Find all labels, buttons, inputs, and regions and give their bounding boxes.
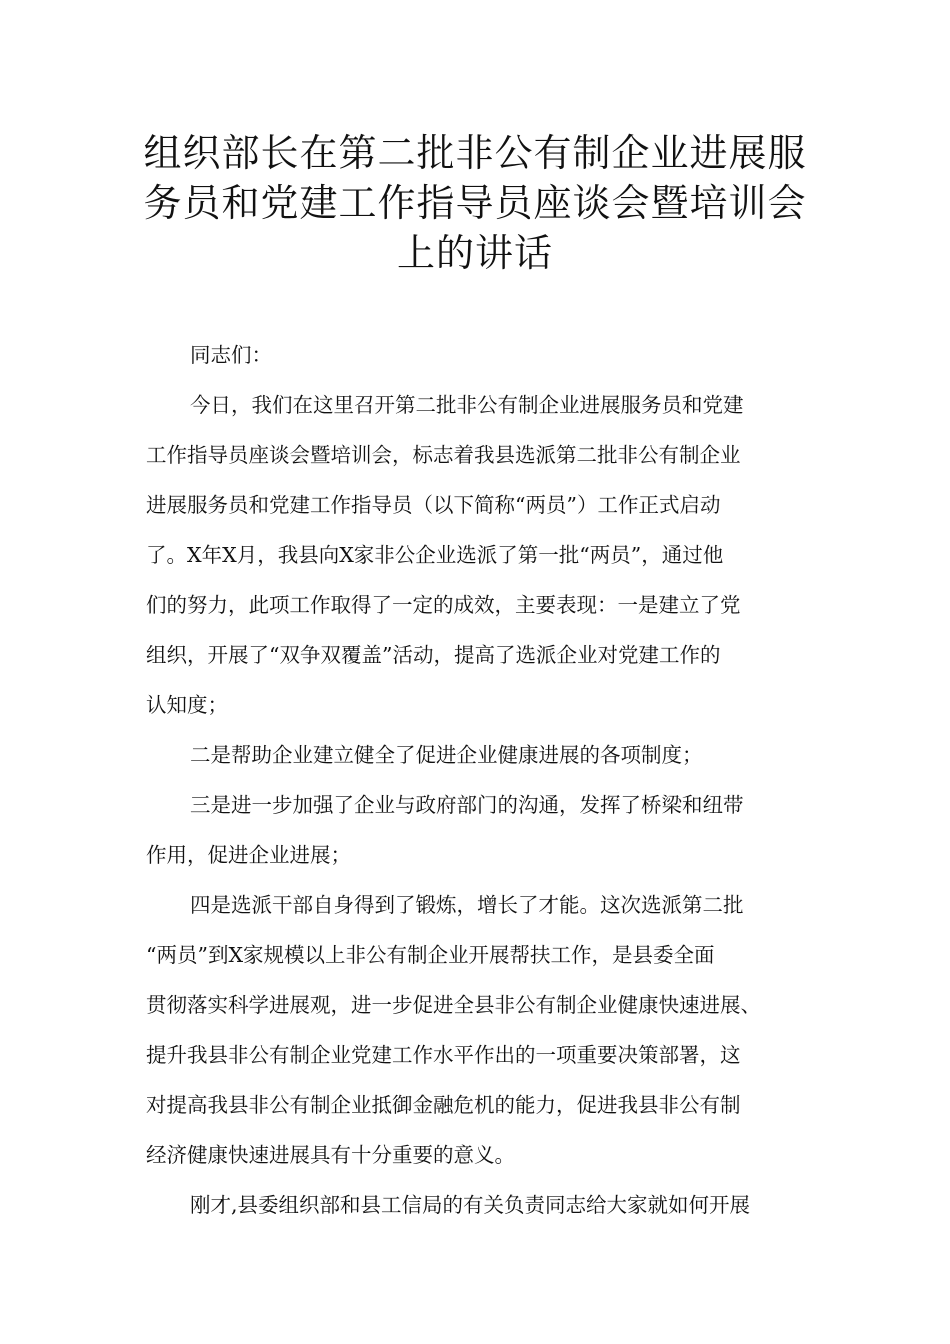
title-line-3: 上的讲话 <box>396 231 553 275</box>
body-line: 工作指导员座谈会暨培训会，标志着我县选派第二批非公有制企业 <box>146 443 741 467</box>
body-line: “两员”到X家规模以上非公有制企业开展帮扶工作，是县委全面 <box>146 943 715 967</box>
document-body <box>146 330 806 1230</box>
body-line: 三是进一步加强了企业与政府部门的沟通，发挥了桥梁和纽带 <box>190 793 744 817</box>
body-line: 贯彻落实科学进展观，进一步促进全县非公有制企业健康快速进展、 <box>146 993 761 1017</box>
title-line-2: 务员和党建工作指导员座谈会暨培训会 <box>143 181 807 225</box>
body-line: 对提高我县非公有制企业抵御金融危机的能力，促进我县非公有制 <box>146 1093 741 1117</box>
body-line: 二是帮助企业建立健全了促进企业健康进展的各项制度； <box>190 743 703 767</box>
body-line: 今日，我们在这里召开第二批非公有制企业进展服务员和党建 <box>190 393 744 417</box>
body-line: 经济健康快速进展具有十分重要的意义。 <box>146 1143 515 1167</box>
body-line: 认知度； <box>146 693 228 717</box>
body-line: 同志们： <box>190 343 272 367</box>
document-title <box>110 128 840 278</box>
body-line: 提升我县非公有制企业党建工作水平作出的一项重要决策部署，这 <box>146 1043 741 1067</box>
body-line: 进展服务员和党建工作指导员（以下简称“两员”）工作正式启动 <box>146 493 721 517</box>
body-line: 了。X年X月，我县向X家非公企业选派了第一批“两员”，通过他 <box>146 543 724 567</box>
body-line: 作用，促进企业进展； <box>146 843 351 867</box>
body-line: 刚才,县委组织部和县工信局的有关负责同志给大家就如何开展 <box>190 1193 751 1217</box>
title-line-1: 组织部长在第二批非公有制企业进展服 <box>143 131 807 175</box>
body-line: 四是选派干部自身得到了锻炼，增长了才能。这次选派第二批 <box>190 893 744 917</box>
body-line: 组织，开展了“双争双覆盖”活动，提高了选派企业对党建工作的 <box>146 643 721 667</box>
body-line: 们的努力，此项工作取得了一定的成效，主要表现：一是建立了党 <box>146 593 741 617</box>
